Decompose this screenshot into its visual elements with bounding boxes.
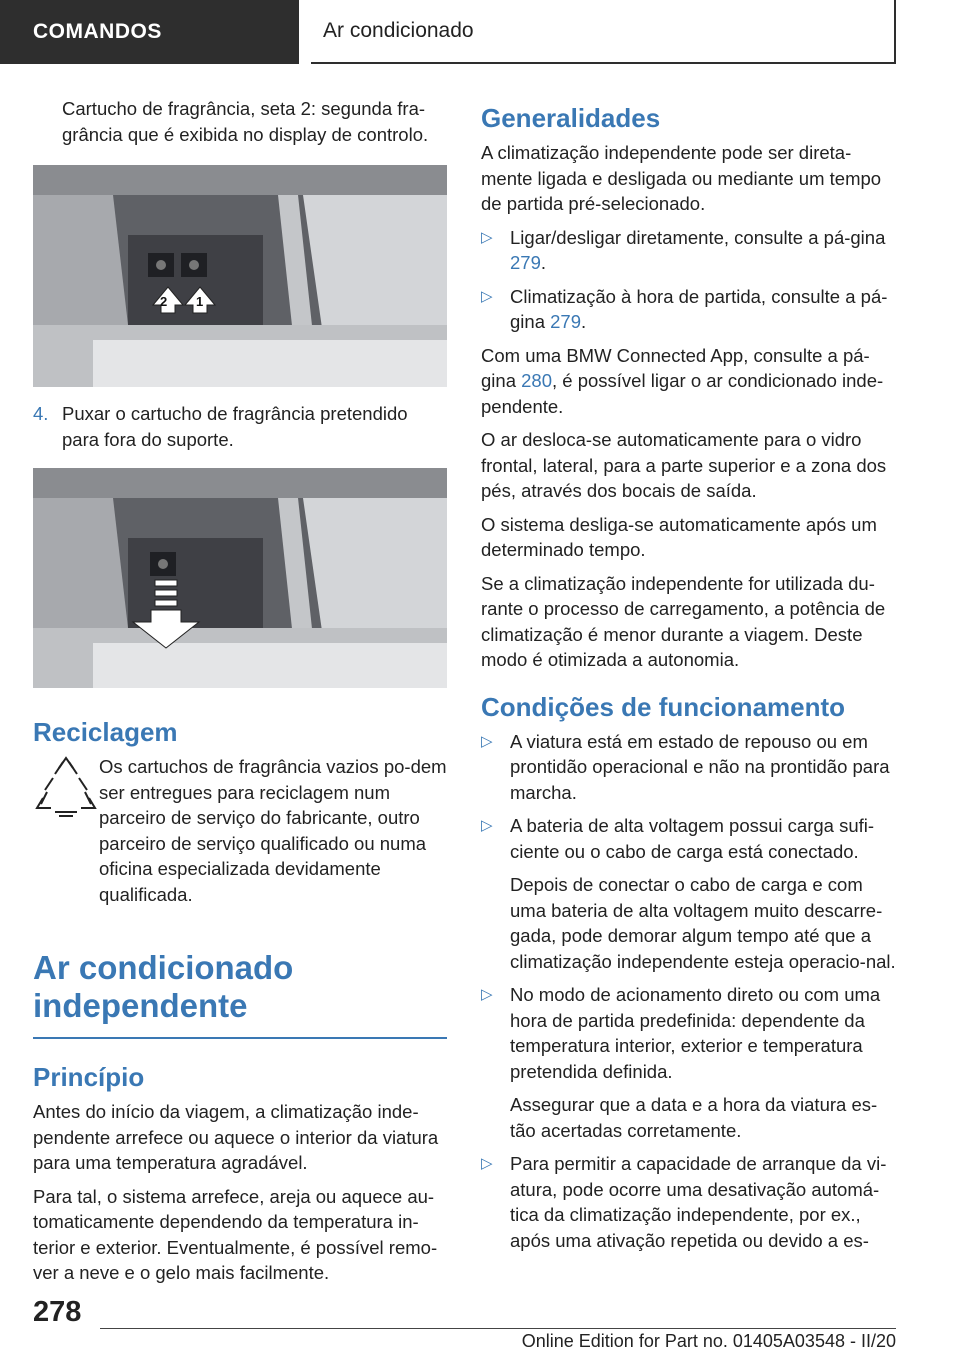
bullet-triangle-icon: ▷ — [481, 817, 493, 834]
bullet-text: A viatura está em estado de repouso ou em prontidão operacional e não na prontidão para marcha. — [510, 730, 890, 803]
footer-divider — [100, 1328, 896, 1329]
fragrance-holder-photo-arrows — [33, 165, 447, 387]
bullet-triangle-icon: ▷ — [481, 986, 493, 1003]
bullet-note: Assegurar que a data e a hora da viatura es-tão acertadas corretamente. — [510, 1094, 878, 1141]
principle-paragraph-1: Antes do início da viagem, a climatização inde-pendente arrefece ou aquece o interior da viatura para uma temperatura agradável. — [33, 1101, 439, 1173]
step-text: Puxar o cartucho de fragrância pretendido para fora do suporte. — [62, 403, 408, 450]
page-link[interactable]: 279 — [510, 252, 541, 273]
list-item — [481, 1151, 897, 1253]
step-4 — [33, 401, 447, 452]
general-heading: Generalidades — [481, 103, 661, 133]
right-column — [481, 102, 897, 1261]
chapter-header — [311, 0, 896, 64]
step-number: 4. — [33, 403, 49, 424]
fragrance-removal-photo — [33, 468, 447, 688]
page-link[interactable]: 280 — [521, 370, 552, 391]
bullet-text: Para permitir a capacidade de arranque da vi-atura, pode ocorre uma desativação automá-tica da climatização independente, por ex., após uma ativação repetida ou devido a es- — [510, 1153, 887, 1251]
bullet-text: Ligar/desligar diretamente, consulte a pá-gina 279. — [510, 226, 886, 273]
recycling-block — [33, 754, 447, 907]
list-item — [481, 982, 897, 1084]
bullet-note: Depois de conectar o cabo de carga e com uma bateria de alta voltagem muito descarre-gada, pode demorar algum tempo até que a climatização independente esteja operacio-nal. — [510, 874, 896, 972]
recycling-icon — [33, 754, 99, 820]
page-link[interactable]: 279 — [550, 311, 581, 332]
left-column — [33, 96, 447, 1294]
arrow-label-1: 1 — [196, 294, 204, 309]
page-number: 278 — [33, 1296, 82, 1328]
edition-note: Online Edition for Part no. 01405A03548 - II/20 — [521, 1331, 896, 1351]
main-heading: Ar condicionado independente — [33, 949, 294, 1024]
principle-heading: Princípio — [33, 1062, 145, 1092]
general-paragraph-1: A climatização independente pode ser direta-mente ligada e desligada ou mediante um tempo de partida pré-selecionado. — [481, 142, 882, 214]
bullet-triangle-icon: ▷ — [481, 1155, 493, 1172]
arrow-label-2: 2 — [160, 294, 168, 309]
app-paragraph: Com uma BMW Connected App, consulte a pá-gina 280, é possível ligar o ar condicionado inde-pendente. — [481, 344, 884, 417]
bullet-triangle-icon: ▷ — [481, 732, 493, 750]
recycling-text-first — [99, 754, 447, 907]
bullet-triangle-icon: ▷ — [481, 287, 493, 305]
section-tab — [0, 0, 299, 64]
heading-rule — [33, 1037, 447, 1039]
conditions-heading: Condições de funcionamento — [481, 691, 846, 722]
general-paragraph-3: O ar desloca-se automaticamente para o vidro frontal, lateral, para a parte superior e a zona dos pés, através dos bocais de saída. — [481, 429, 887, 501]
intro-paragraph: Cartucho de fragrância, seta 2: segunda fra-grância que é exibida no display de controlo. — [62, 98, 429, 145]
list-item — [481, 284, 897, 335]
list-item — [481, 225, 897, 276]
general-paragraph-4: O sistema desliga-se automaticamente após um determinado tempo. — [481, 513, 877, 560]
bullet-text: Climatização à hora de partida, consulte a pá-gina 279. — [510, 285, 888, 332]
chapter-title: Ar condicionado — [323, 19, 474, 42]
bullet-triangle-icon: ▷ — [481, 228, 493, 246]
bullet-text: A bateria de alta voltagem possui carga sufi-ciente ou o cabo de carga está conectado. — [510, 815, 875, 862]
principle-paragraph-2: Para tal, o sistema arrefece, areja ou aquece au-tomaticamente dependendo da temperatura in-terior e exterior. Eventualmente, é possível remo-ver a neve e o gelo mais facilmente. — [33, 1185, 438, 1283]
list-item — [481, 813, 897, 864]
section-title: COMANDOS — [33, 20, 162, 43]
list-item — [481, 729, 897, 806]
recycling-text: Os cartuchos de fragrância vazios po-dem ser entregues para reciclagem num parceiro de serviço do fabricante, outro parceiro de serviço qualificado ou numa oficina especializada devidamente qualificada. — [99, 756, 447, 905]
general-paragraph-5: Se a climatização independente for utilizada du-rante o processo de carregamento, a potência de climatização é menor durante a viagem. Deste modo é otimizada a autonomia. — [481, 572, 886, 670]
recycling-heading: Reciclagem — [33, 717, 178, 747]
bullet-text: No modo de acionamento direto ou com uma hora de partida predefinida: dependente da temperatura interior, exterior e temperatura pretendida definida. — [510, 984, 881, 1082]
